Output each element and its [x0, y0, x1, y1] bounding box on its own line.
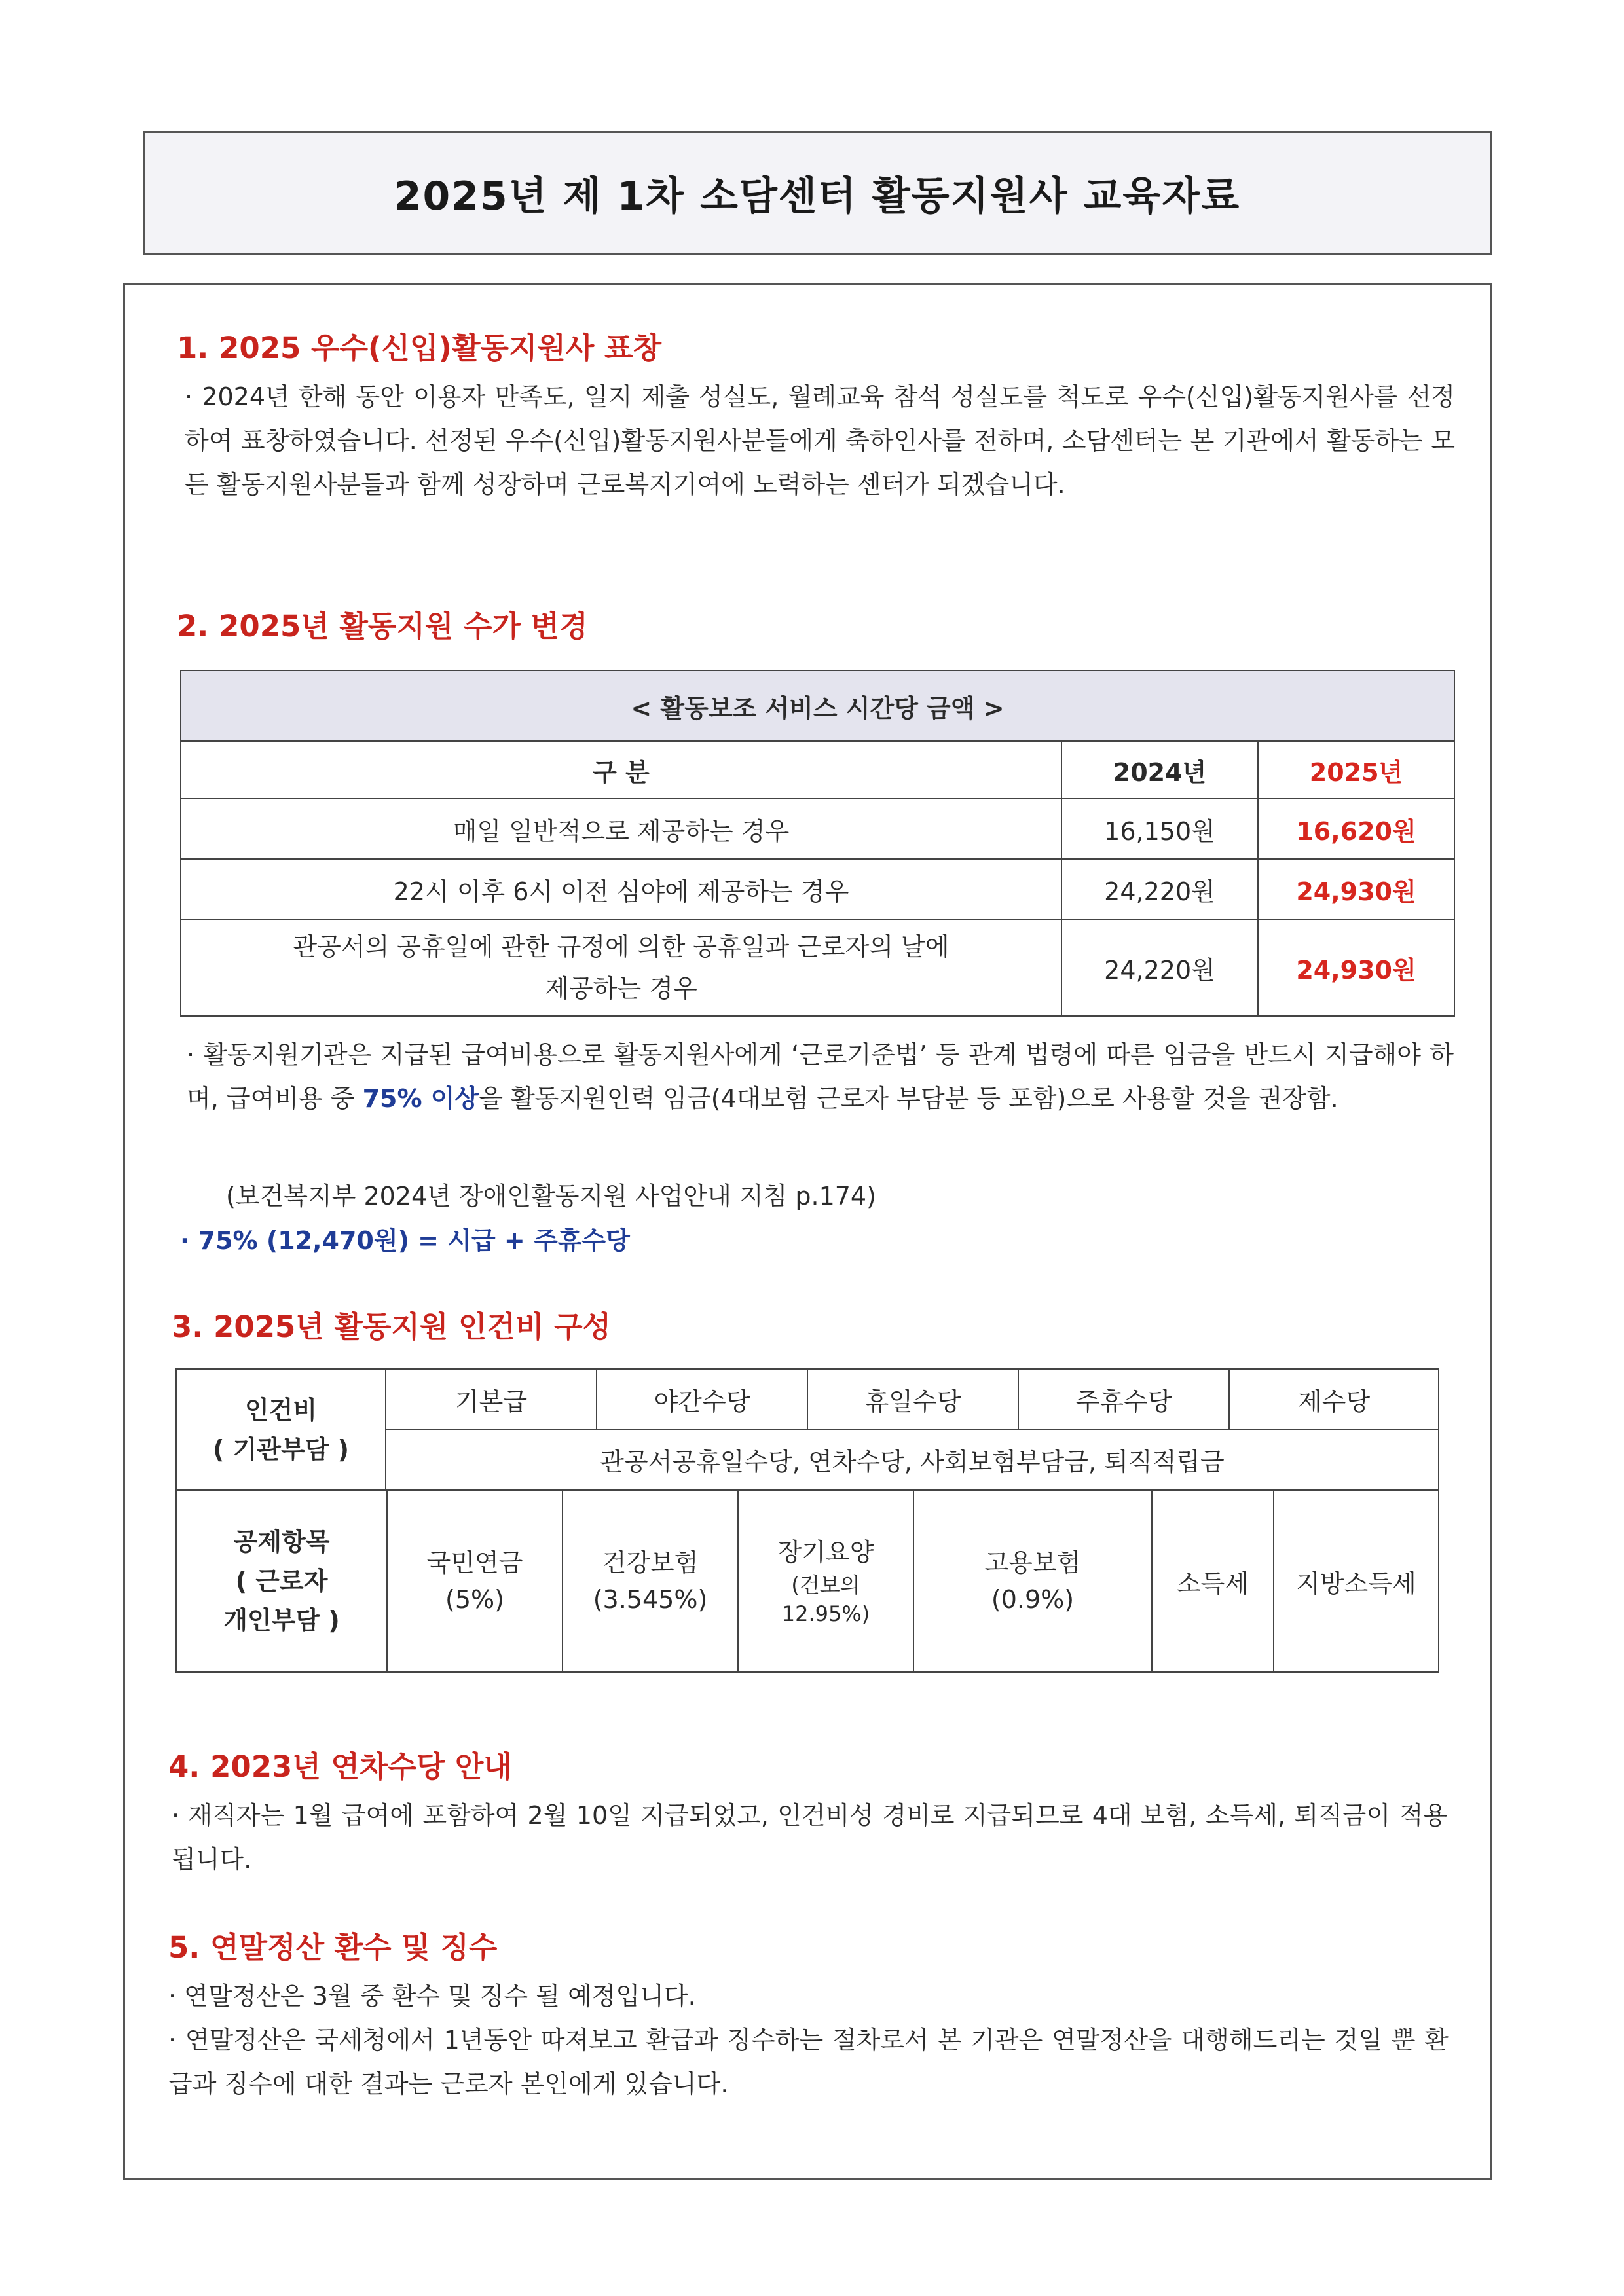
row-2024-value: 16,150원 [1061, 799, 1258, 859]
table-row [181, 919, 1454, 1016]
table-row [181, 799, 1454, 859]
row-2025-value: 24,930원 [1258, 859, 1454, 919]
deduction-item-name: 국민연금 [426, 1548, 523, 1577]
row-2025-value: 24,930원 [1258, 919, 1454, 1016]
labor-cost-table [175, 1368, 1439, 1491]
labor-cost-label [176, 1369, 386, 1490]
labor-item: 기본급 [386, 1369, 597, 1429]
section-2-title: 2. 2025년 활동지원 수가 변경 [177, 609, 588, 644]
deduction-label [176, 1490, 387, 1672]
deduction-item-rate: (5%) [445, 1585, 504, 1614]
hourly-rate-table-caption: < 활동보조 서비스 시간당 금액 > [181, 670, 1454, 741]
document-title: 2025년 제 1차 소담센터 활동지원사 교육자료 [394, 173, 1241, 219]
deduction-item-rate: (0.9%) [991, 1585, 1075, 1614]
section-1-paragraph: · 2024년 한해 동안 이용자 만족도, 일지 제출 성실도, 월례교육 참석 성실도를 척도로 우수(신입)활동지원사를 선정하여 표창하였습니다. 선정된 우수(신입)활동지원사분들에게 축하인사를 전하며, 소담센터는 본 기관에서 활동하는 모든 활동지원사분들과 함께 성장하며 근로복지기여에 노력하는 센터가 되겠습니다. [185, 382, 1455, 499]
deduction-label-line1: 공제항목 [233, 1527, 330, 1556]
document-title-box [143, 131, 1492, 255]
row-2024-value: 24,220원 [1061, 859, 1258, 919]
section-1-title: 1. 2025 우수(신입)활동지원사 표창 [177, 331, 661, 365]
deduction-item-name: 고용보험 [984, 1548, 1081, 1577]
deduction-item [1274, 1490, 1439, 1672]
section-5-title: 5. 연말정산 환수 및 징수 [168, 1930, 498, 1965]
deduction-item [1152, 1490, 1274, 1672]
section-5-bullet-2: · 연말정산은 국세청에서 1년동안 따져보고 환급과 징수하는 절차로서 본 기관은 연말정산을 대행해드리는 것일 뿐 환급과 징수에 대한 결과는 근로자 본인에게 있습니다. [168, 2026, 1449, 2098]
labor-item: 제수당 [1229, 1369, 1439, 1429]
deduction-label-line3: 개인부담 ) [223, 1606, 340, 1635]
deduction-item-name: 건강보험 [602, 1548, 699, 1577]
note-text-after: 을 활동지원인력 임금(4대보험 근로자 부담분 등 포함)으로 사용할 것을 권장함. [479, 1084, 1338, 1113]
labor-item: 야간수당 [597, 1369, 807, 1429]
note-highlight: 75% 이상 [362, 1084, 479, 1113]
deduction-label-line2: ( 근로자 [235, 1567, 328, 1595]
deduction-item [913, 1490, 1152, 1672]
deduction-item-rate: (3.545%) [593, 1585, 708, 1614]
labor-label-line2: ( 기관부담 ) [212, 1434, 350, 1464]
table-row [181, 859, 1454, 919]
labor-extra-items: 관공서공휴일수당, 연차수당, 사회보험부담금, 퇴직적립금 [386, 1429, 1439, 1490]
row-label: 매일 일반적으로 제공하는 경우 [181, 799, 1061, 859]
section-4-title: 4. 2023년 연차수당 안내 [168, 1749, 512, 1784]
deduction-table [175, 1489, 1439, 1673]
header-category: 구 분 [181, 741, 1061, 799]
header-2025: 2025년 [1258, 741, 1454, 799]
hourly-rate-table [180, 670, 1455, 1017]
note-text-before: · 활동지원기관은 지급된 급여비용으로 활동지원사에게 ‘근로기준법’ 등 관계 법령에 따른 임금을 반드시 지급해야 하며, 급여비용 중 [187, 1040, 1454, 1113]
row-2025-value: 16,620원 [1258, 799, 1454, 859]
deduction-item [738, 1490, 913, 1672]
labor-label-line1: 인건비 [244, 1395, 318, 1425]
deduction-item [387, 1490, 563, 1672]
table-header-row [181, 741, 1454, 799]
row-2024-value: 24,220원 [1061, 919, 1258, 1016]
deduction-item-name: 지방소득세 [1296, 1569, 1416, 1598]
header-2024: 2024년 [1061, 741, 1258, 799]
section-3-title: 3. 2025년 활동지원 인건비 구성 [172, 1309, 612, 1344]
labor-item: 주휴수당 [1018, 1369, 1229, 1429]
deduction-row [176, 1490, 1439, 1672]
row-label: 22시 이후 6시 이전 심야에 제공하는 경우 [181, 859, 1061, 919]
labor-cost-row [176, 1369, 1439, 1429]
wage-guideline-note [187, 1033, 1454, 1121]
deduction-item-name: 소득세 [1176, 1569, 1249, 1598]
source-citation: (보건복지부 2024년 장애인활동지원 사업안내 지침 p.174) [226, 1182, 876, 1211]
deduction-item-rate: (건보의 12.95%) [781, 1573, 870, 1626]
labor-item: 휴일수당 [807, 1369, 1018, 1429]
deduction-item-name: 장기요양 [777, 1538, 874, 1567]
row-label: 관공서의 공휴일에 관한 규정에 의한 공휴일과 근로자의 날에 제공하는 경우 [181, 919, 1061, 1016]
section-4-paragraph: · 재직자는 1월 급여에 포함하여 2월 10일 지급되었고, 인건비성 경비로 지급되므로 4대 보험, 소득세, 퇴직금이 적용됩니다. [172, 1801, 1447, 1874]
wage-formula: · 75% (12,470원) = 시급 + 주휴수당 [180, 1226, 630, 1255]
deduction-item [563, 1490, 738, 1672]
section-5-bullet-1: · 연말정산은 3월 중 환수 및 징수 될 예정입니다. [168, 1982, 696, 2011]
